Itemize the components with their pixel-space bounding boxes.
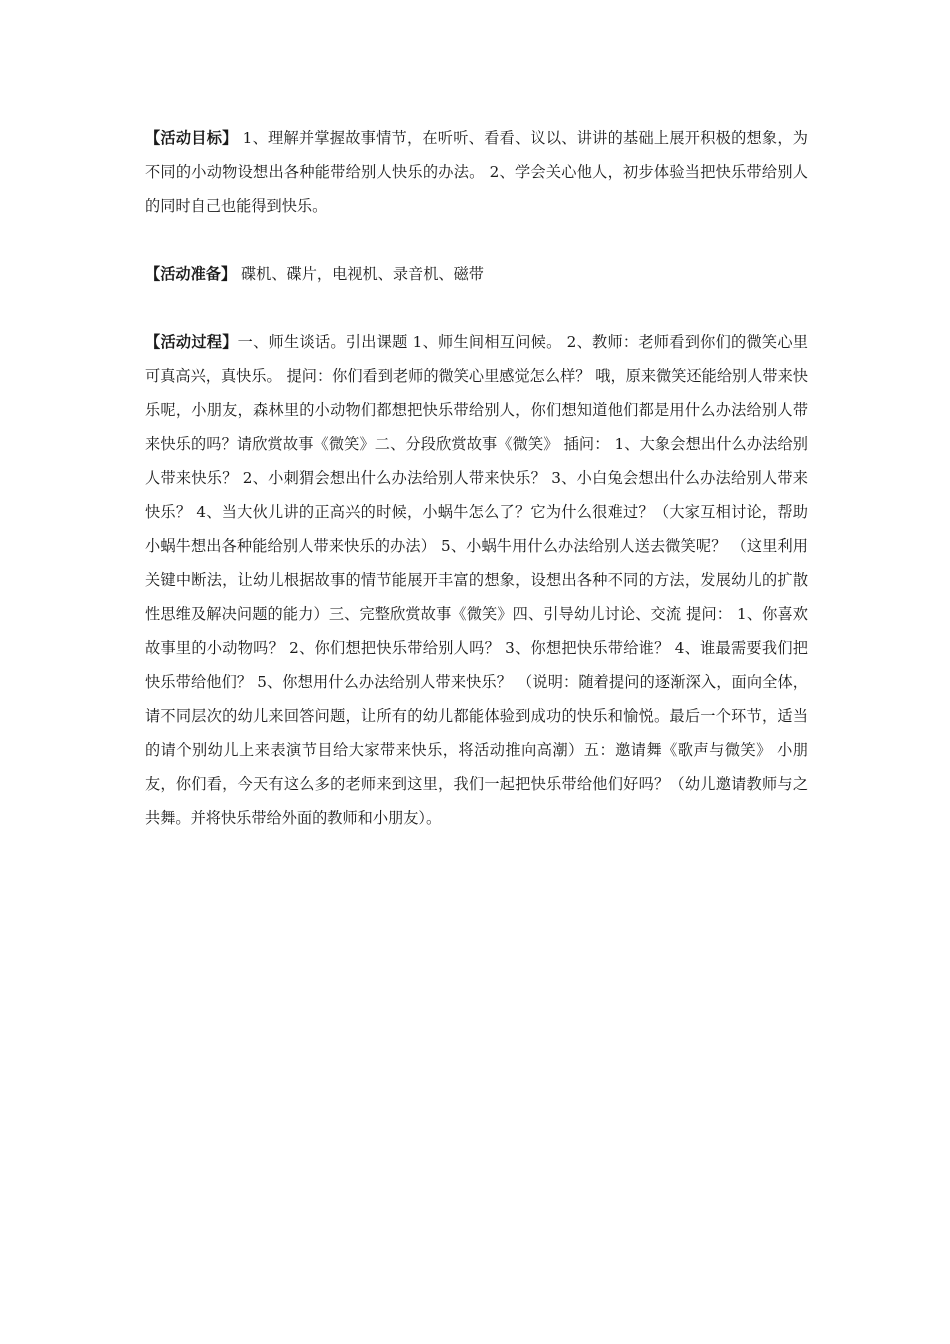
- section-preparation: [145, 257, 808, 291]
- section-text-goals: 1、理解并掌握故事情节，在听听、看看、议以、讲讲的基础上展开积极的想象，为不同的小动物设想出各种能带给别人快乐的办法。 2、学会关心他人，初步体验当把快乐带给别人的同时自己也能得到快乐。: [145, 129, 808, 215]
- paragraph-spacer: [145, 291, 808, 325]
- section-text-preparation: 碟机、碟片，电视机、录音机、磁带: [236, 265, 484, 283]
- document-body: [145, 121, 808, 835]
- section-heading-preparation: 【活动准备】: [145, 265, 237, 283]
- section-process: [145, 325, 808, 835]
- paragraph-spacer: [145, 223, 808, 257]
- section-heading-process: 【活动过程】: [145, 333, 238, 351]
- section-heading-goals: 【活动目标】: [145, 129, 238, 147]
- section-text-process: 一、师生谈话。引出课题 1、师生间相互问候。 2、教师：老师看到你们的微笑心里可真高兴，真快乐。 提问：你们看到老师的微笑心里感觉怎么样？ 哦，原来微笑还能给别人带来快乐呢，小朋友，森林里的小动物们都想把快乐带给别人，你们想知道他们都是用什么办法给别人带来快乐的吗？请欣赏故事《微笑》二、分段欣赏故事《微笑》 插问： 1、大象会想出什么办法给别人带来快乐？ 2、小刺猬会想出什么办法给别人带来快乐？ 3、小白兔会想出什么办法给别人带来快乐？ 4、当大伙儿讲的正高兴的时候，小蜗牛怎么了？它为什么很难过？（大家互相讨论，帮助小蜗牛想出各种能给别人带来快乐的办法） 5、小蜗牛用什么办法给别人送去微笑呢？ （这里利用关键中断法，让幼儿根据故事的情节能展开丰富的想象，设想出各种不同的方法，发展幼儿的扩散性思维及解决问题的能力）三、完整欣赏故事《微笑》四、引导幼儿讨论、交流 提问： 1、你喜欢故事里的小动物吗？ 2、你们想把快乐带给别人吗？ 3、你想把快乐带给谁？ 4、谁最需要我们把快乐带给他们？ 5、你想用什么办法给别人带来快乐？ （说明：随着提问的逐渐深入，面向全体，请不同层次的幼儿来回答问题，让所有的幼儿都能体验到成功的快乐和愉悦。最后一个环节，适当的请个别幼儿上来表演节目给大家带来快乐，将活动推向高潮）五：邀请舞《歌声与微笑》 小朋友，你们看，今天有这么多的老师来到这里，我们一起把快乐带给他们好吗？（幼儿邀请教师与之共舞。并将快乐带给外面的教师和小朋友）。: [145, 333, 808, 827]
- section-goals: [145, 121, 808, 223]
